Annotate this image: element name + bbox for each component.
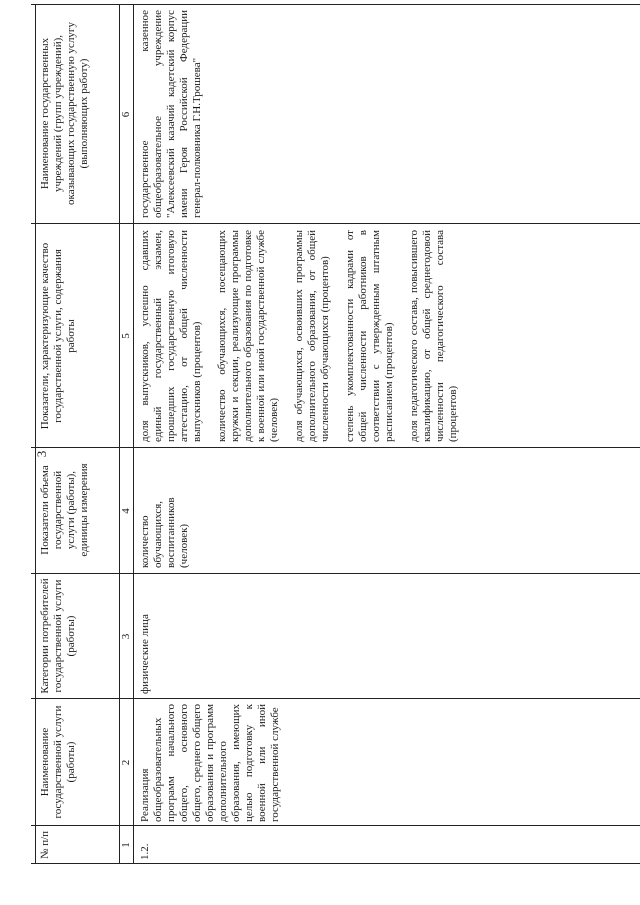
column-number-1: 1 (120, 842, 132, 848)
column-number-2: 2 (120, 759, 132, 766)
header-number: № п/п (39, 830, 51, 860)
services-table (31, 4, 640, 864)
rotated-table-wrapper (31, 4, 640, 864)
quality-indicator-4: степень укомплектованности кадрами от общей численности работников в соответствии с утвержденным штатным расписанием (процентов) (344, 230, 395, 442)
row-institution: государственное казенное общеобразовательное учреждение "Алексеевский казачий кадетский корпус имени Героя Российской Федерации генерал-полковника Г.Н.Трошева" (139, 10, 203, 218)
table-top-border (35, 4, 36, 864)
header-service-name: Наименование государственной услуги (работы) (39, 705, 77, 819)
column-number-6: 6 (120, 111, 132, 118)
row-volume: количество обучающихся, воспитанников (человек) (139, 497, 190, 568)
quality-indicator-3: доля обучающихся, освоивших программы дополнительного образования, от общей численности обучающихся (процентов) (293, 230, 331, 442)
header-volume: Показатели объема государственной услуги (работы), единицы измерения (39, 463, 90, 557)
row-service-name: Реализация общеобразовательных программ начального общего, основного общего, среднего общего образования и программ дополнительного образования, имеющих целью подготовку к военной или иной государственной службе (139, 704, 281, 822)
header-consumers: Категории потребителей государственной услуги (работы) (39, 578, 77, 694)
row-quality (139, 230, 472, 442)
column-number-5: 5 (120, 333, 132, 339)
column-number-4: 4 (120, 508, 132, 514)
header-quality: Показатели, характеризующие качество государственной услуги, содержания работы (39, 242, 77, 430)
quality-indicator-1: доля выпускников, успешно сдавших единый государственный экзамен, прошедших государственную итоговую аттестацию, от общей численности выпускников (процентов) (139, 230, 203, 442)
column-number-3: 3 (120, 633, 132, 640)
column-numbers-bottom-border (133, 4, 134, 864)
row-number: 1.2. (139, 843, 151, 860)
row-consumers: физические лица (139, 614, 151, 694)
quality-indicator-5: доля педагогического состава, повысившего квалификацию, от общей среднегодовой численности педагогического состава (процентов) (408, 230, 459, 442)
quality-indicator-2: количество обучающихся, посещающих кружки и секции, реализующие программы дополнительного образования по подготовке к военной или иной государственной службе (человек) (216, 230, 280, 442)
header-institutions: Наименование государственных учреждений (групп учреждений), оказывающих государственную услугу (выполняющих работу) (39, 22, 90, 205)
page-number: 3 (34, 450, 49, 458)
